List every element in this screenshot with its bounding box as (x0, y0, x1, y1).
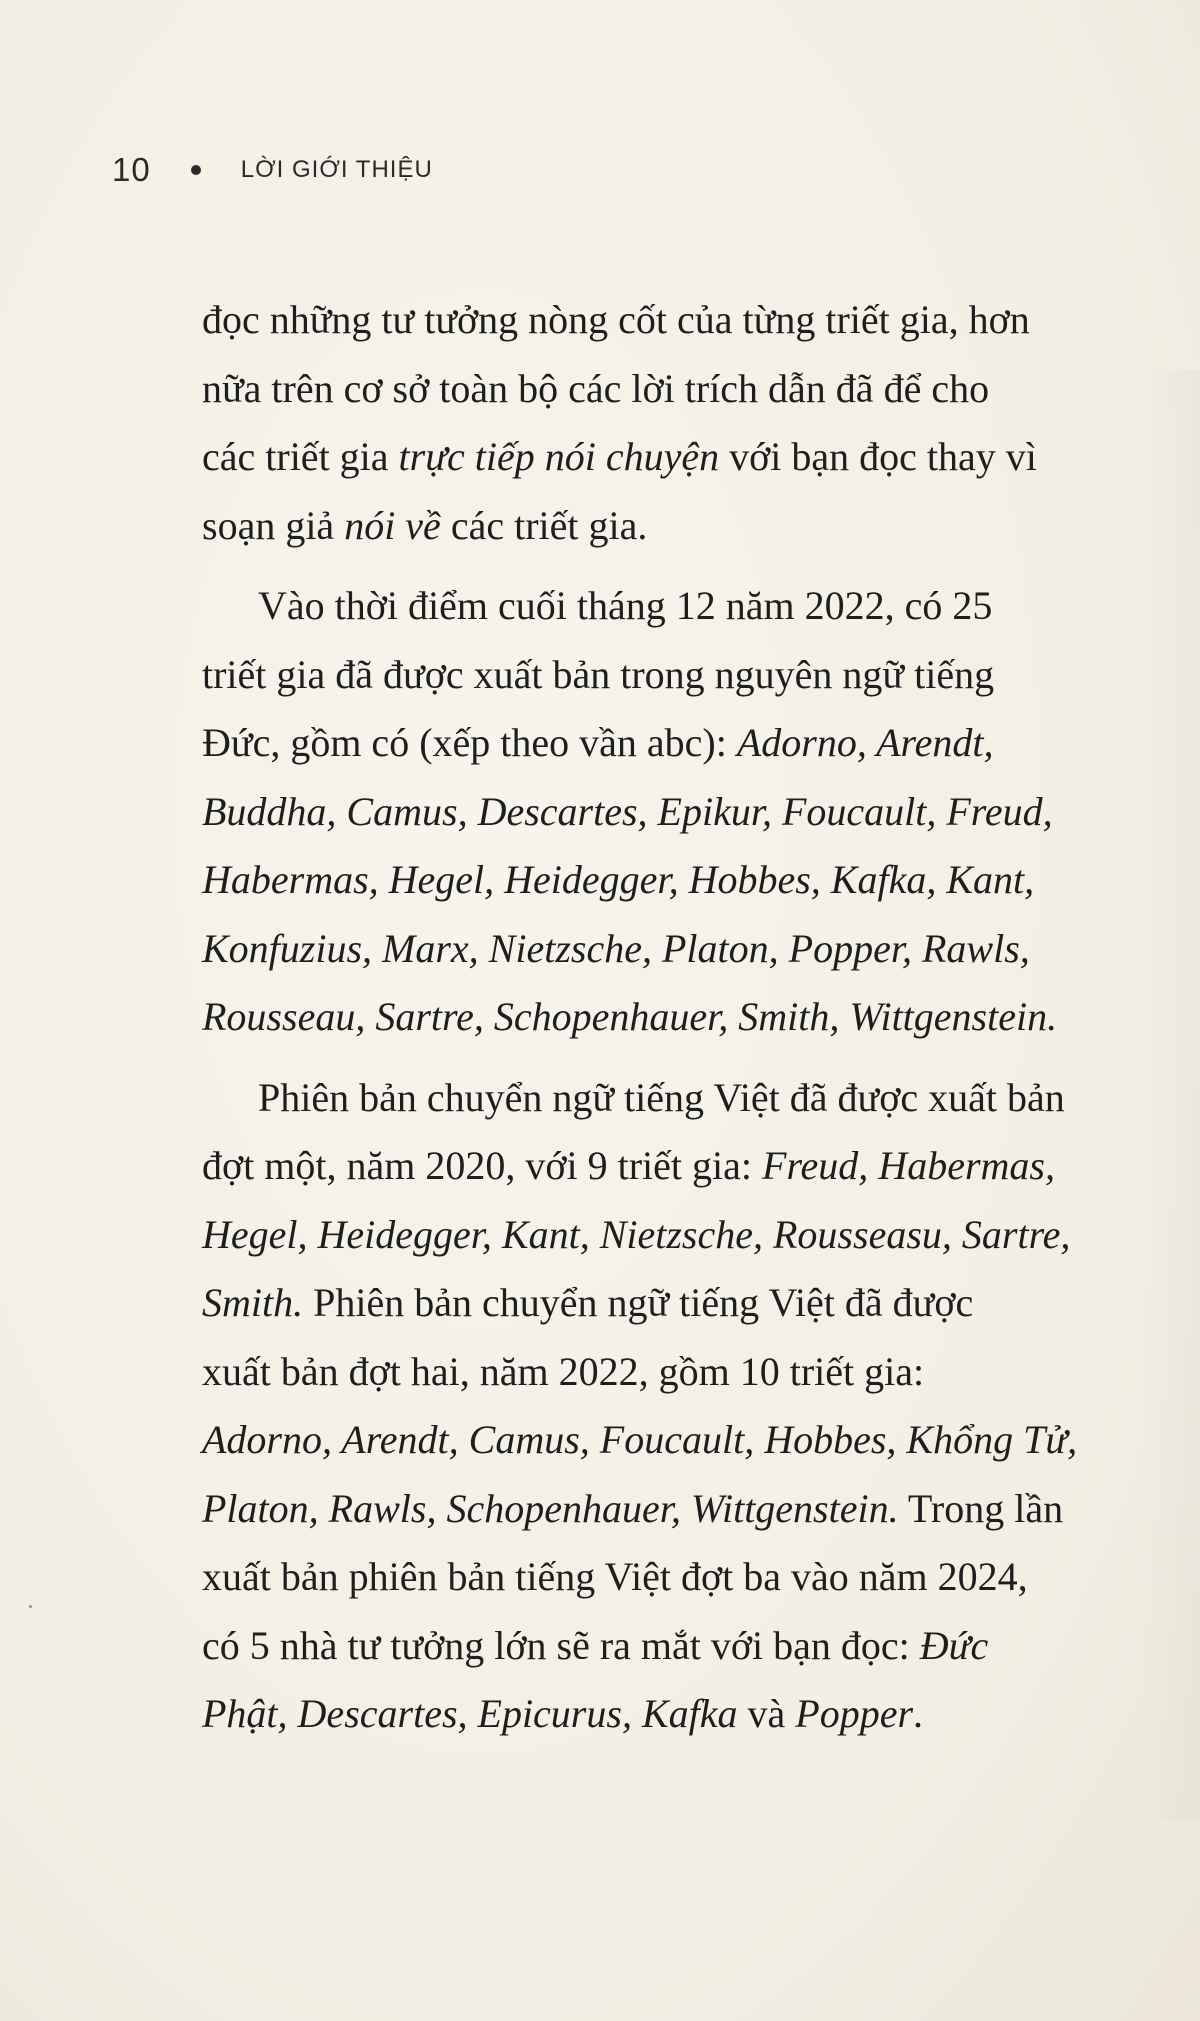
text-run: Vào thời điểm cuối tháng 12 năm 2022, có 25 triết gia đã được xuất bản trong nguyên ngữ tiếng Đức, gồm có (xếp theo vần abc): (202, 583, 995, 765)
paragraph-1 (202, 286, 1172, 560)
italic-run: Freud, Habermas, Hegel, Heidegger, Kant, Nietzsche, Rousseasu, Sartre, Smith. (202, 1143, 1071, 1325)
paragraph-3 (202, 1064, 1172, 1749)
text-run: . (913, 1691, 924, 1736)
italic-run: Adorno, Arendt, Buddha, Camus, Descartes, Epikur, Foucault, Freud, Habermas, Hegel, Heidegger, Hobbes, Kafka, Kant, Konfuzius, Marx, Nietzsche, Platon, Popper, Rawls, Rousseau, Sartre, Schopenhauer, Smith, Wittgenstein. (202, 720, 1058, 1039)
italic-run: Đức Phật, Descartes, Epicurus, Kafka (202, 1622, 989, 1736)
text-run: với bạn đọc thay vì soạn giả (202, 434, 1037, 548)
italic-run: nói về (344, 502, 441, 548)
italic-run: trực tiếp nói chuyện (398, 434, 720, 479)
italic-run: Popper (795, 1691, 914, 1736)
paper-speck (29, 1605, 32, 1608)
running-head (112, 150, 433, 190)
text-run: Phiên bản chuyển ngữ tiếng Việt đã được xuất bản đợt hai, năm 2022, gồm 10 triết gia: (202, 1280, 974, 1394)
text-run: các triết gia. (440, 502, 648, 548)
text-run: Phiên bản chuyển ngữ tiếng Việt đã được xuất bản đợt một, năm 2020, với 9 triết gia: (202, 1074, 1065, 1188)
text-run: đọc những tư tưởng nòng cốt của từng triết gia, hơn nữa trên cơ sở toàn bộ các lời trích dẫn đã để cho các triết gia (202, 297, 1030, 479)
page-number: 10 (112, 151, 151, 188)
section-title: LỜI GIỚI THIỆU (240, 156, 433, 183)
italic-run: Adorno, Arendt, Camus, Foucault, Hobbes, Khổng Tử, Platon, Rawls, Schopenhauer, Wittgenstein. (202, 1417, 1078, 1531)
body-text (202, 286, 1172, 1761)
paragraph-2 (202, 572, 1172, 1052)
bullet-separator (191, 165, 201, 175)
text-run: và (737, 1691, 796, 1736)
text-run: Trong lần xuất bản phiên bản tiếng Việt đợt ba vào năm 2024, có 5 nhà tư tưởng lớn sẽ ra mắt với bạn đọc: (202, 1485, 1064, 1668)
page-edge-shadow (1140, 370, 1200, 1820)
